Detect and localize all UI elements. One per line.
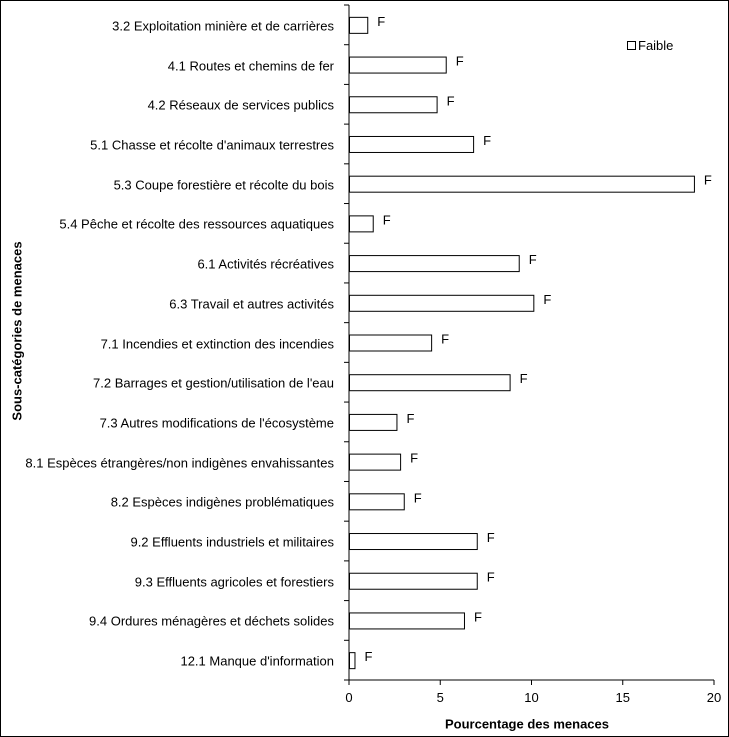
y-category-label: 9.4 Ordures ménagères et déchets solides <box>89 613 334 629</box>
bar-data-label: F <box>473 609 482 625</box>
bar-data-label: F <box>406 410 415 426</box>
bar-data-label: F <box>455 53 464 69</box>
bar <box>350 613 465 629</box>
legend-label: Faible <box>638 38 674 53</box>
bar-data-label: F <box>486 569 495 585</box>
bar <box>350 17 368 33</box>
bar-data-label: F <box>486 530 495 546</box>
bar <box>350 57 447 73</box>
y-category-label: 6.3 Travail et autres activités <box>169 296 334 312</box>
bar-data-label: F <box>703 172 712 188</box>
y-category-label: 3.2 Exploitation minière et de carrières <box>112 18 334 34</box>
x-tick-label: 0 <box>345 690 353 705</box>
y-category-label: 4.1 Routes et chemins de fer <box>167 58 334 74</box>
bar <box>350 176 695 192</box>
bar-data-label: F <box>410 450 419 466</box>
bar <box>350 375 511 391</box>
x-tick-label: 15 <box>615 690 630 705</box>
bar <box>350 256 520 272</box>
y-category-label: 8.2 Espèces indigènes problématiques <box>110 494 334 510</box>
y-category-label: 5.4 Pêche et récolte des ressources aquatiques <box>59 216 334 232</box>
bar <box>350 414 397 430</box>
bar-data-label: F <box>413 490 422 506</box>
y-category-label: 7.2 Barrages et gestion/utilisation de l'eau <box>93 375 334 391</box>
y-axis-title: Sous-catégories de menaces <box>9 241 25 421</box>
bar <box>350 573 478 589</box>
y-category-label: 6.1 Activités récréatives <box>197 256 334 272</box>
x-tick-label: 5 <box>436 690 444 705</box>
bar <box>350 335 432 351</box>
bar-data-label: F <box>364 649 373 665</box>
bar-data-label: F <box>519 371 528 387</box>
bar-data-label: F <box>483 132 492 148</box>
y-category-label: 9.3 Effluents agricoles et forestiers <box>134 574 334 590</box>
bar <box>350 534 478 550</box>
bar <box>350 653 355 669</box>
bar <box>350 494 405 510</box>
bar-data-label: F <box>446 93 455 109</box>
bar <box>350 136 474 152</box>
bar <box>350 295 534 311</box>
bar-data-label: F <box>528 252 537 268</box>
bar-data-label: F <box>543 291 552 307</box>
x-tick-label: 20 <box>706 690 722 705</box>
y-category-label: 7.1 Incendies et extinction des incendies <box>100 336 334 351</box>
x-axis-title: Pourcentage des menaces <box>444 716 610 732</box>
x-tick-label: 10 <box>524 690 539 705</box>
bar-data-label: F <box>377 13 386 29</box>
bar-data-label: F <box>441 331 450 347</box>
y-category-label: 5.3 Coupe forestière et récolte du bois <box>113 177 334 193</box>
bar <box>350 97 438 113</box>
legend-swatch <box>627 41 636 50</box>
y-category-label: 8.1 Espèces étrangères/non indigènes envahissantes <box>25 455 334 471</box>
bar-data-label: F <box>382 212 391 228</box>
bar <box>350 454 401 470</box>
y-category-label: 9.2 Effluents industriels et militaires <box>130 534 334 550</box>
legend <box>627 38 673 53</box>
y-category-label: 7.3 Autres modifications de l'écosystème <box>99 415 334 431</box>
y-category-label: 4.2 Réseaux de services publics <box>147 97 334 113</box>
y-category-label: 12.1 Manque d'information <box>180 653 334 669</box>
y-category-label: 5.1 Chasse et récolte d'animaux terrestres <box>90 137 334 153</box>
bar <box>350 216 374 232</box>
